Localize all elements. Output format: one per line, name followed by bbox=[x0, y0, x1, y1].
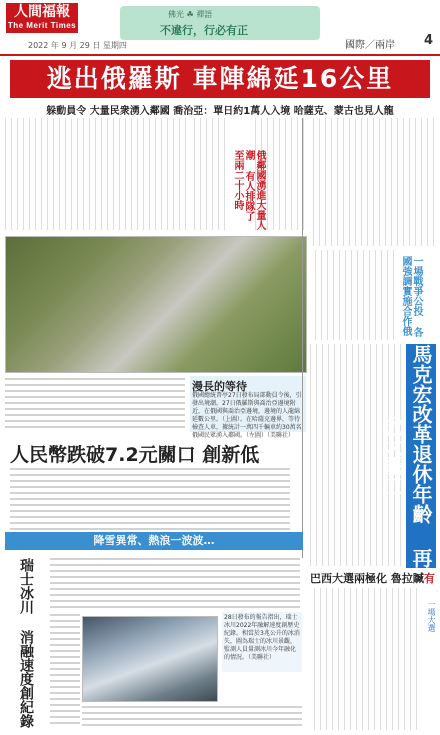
photo-caption-text: 俄國總統普亭27日發布局部動員令後，引發出境潮。27日俄羅斯與喬治亞邊境附近，在俄國與喬治亞邊境，邊境的人龍綿延數公里。（上圖）。在哈薩克邊界，等待檢查人車，據統計一萬四千輛車約30萬名俄國民眾湧入鄰國。（左圖）（美聯社） bbox=[192, 392, 302, 439]
banner-ad-line1: 佛光 ☘ 禪語 bbox=[168, 10, 213, 19]
photo-side-body bbox=[5, 376, 185, 432]
brazil-headline-prefix: 巴西大選兩極化 魯拉贓 bbox=[310, 572, 424, 585]
section-band: 降雪異常、熱浪一波波… bbox=[5, 532, 303, 550]
article-body-right2 bbox=[310, 250, 395, 340]
brazil-headline-red: 有 bbox=[423, 572, 435, 585]
article-body-mid bbox=[190, 118, 226, 230]
swiss-article-body2 bbox=[50, 612, 80, 728]
issue-date: 2022 年 9 月 29 日 星期四 bbox=[28, 41, 127, 50]
section-name: 國際／兩岸 bbox=[345, 40, 395, 51]
banner-ad-line2: 不違行，行必有正 bbox=[160, 24, 248, 37]
column-divider bbox=[302, 118, 303, 558]
side-pull-quote: 一場戰爭公投 各國強調實施合作俄 bbox=[400, 256, 422, 337]
main-subhead: 躲動員令 大量民衆湧入鄰國 喬治亞：單日約1萬人入境 哈薩克、蒙古也見人龍 bbox=[46, 106, 394, 117]
masthead-rule bbox=[0, 54, 440, 56]
logo-name: 人間福報 bbox=[14, 4, 70, 20]
yuan-headline: 人民幣跌破7.2元關口 創新低 bbox=[10, 444, 260, 466]
yuan-article-body bbox=[10, 466, 290, 534]
main-headline: 逃出俄羅斯 車陣綿延16公里 bbox=[10, 60, 430, 98]
article-body-left bbox=[5, 118, 187, 230]
newspaper-logo bbox=[6, 3, 78, 33]
glacier-photo bbox=[82, 616, 218, 702]
brazil-side-label: 一場大選 bbox=[427, 600, 436, 632]
glacier-caption-text: 28日發布的報告指出，瑞士冰川2022年融解速度創歷史紀錄。相當於3兆公升的冰消失，圖為瑞士的冰川景觀，監測人員量測冰川今年融化的情況。（美聯社） bbox=[224, 614, 300, 661]
swiss-headline: 瑞士冰川 消融速度創紀錄 bbox=[18, 558, 34, 728]
border-queue-photo bbox=[5, 236, 307, 373]
logo-subtitle: The Merit Times bbox=[7, 21, 77, 30]
article-body-right bbox=[310, 118, 435, 246]
swiss-article-body bbox=[50, 556, 300, 610]
page-number: 4 bbox=[424, 33, 434, 48]
banner-ad bbox=[120, 6, 320, 40]
brazil-article-body bbox=[310, 588, 418, 730]
swiss-article-body3 bbox=[82, 704, 302, 730]
pull-quote: 俄鄰國湧進大量人潮 有人排隊了至兩二十小時 bbox=[232, 150, 265, 230]
ma-headline: 馬克宏改革退休年齡 再掀大罷工 bbox=[406, 344, 436, 568]
photo-caption-title: 漫長的等待 bbox=[192, 380, 247, 393]
